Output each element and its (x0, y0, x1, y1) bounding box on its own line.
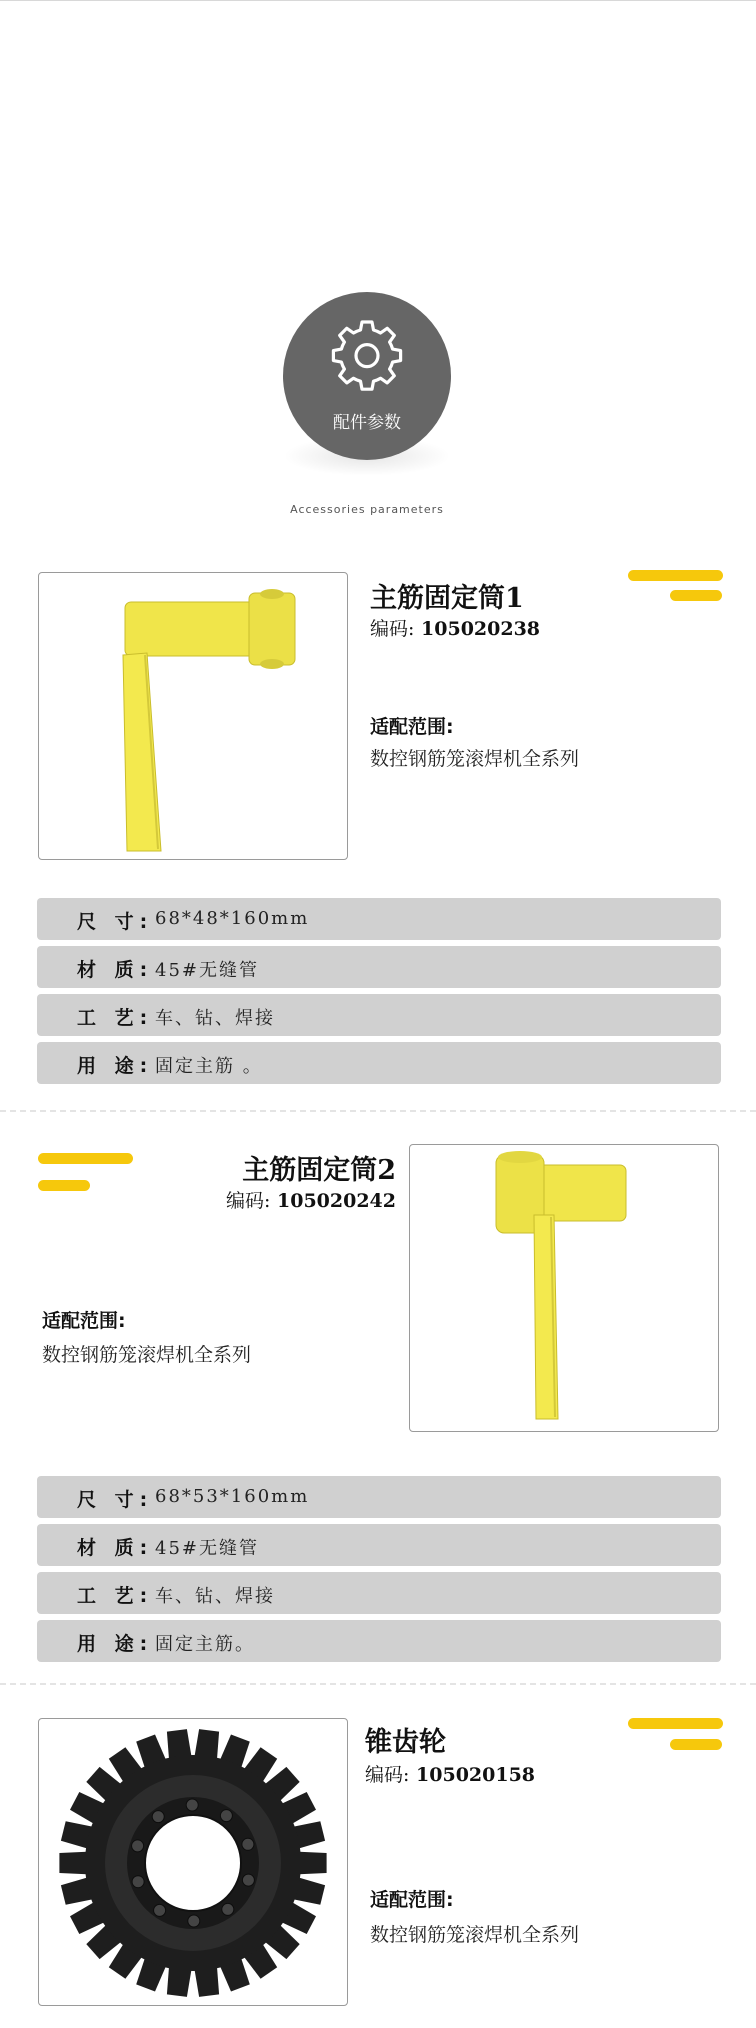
fit-range-label: 适配范围: (370, 716, 454, 738)
spec-row (37, 1572, 721, 1614)
product-code-label: 编码: (365, 1764, 410, 1786)
section-subtitle: Accessories parameters (290, 503, 444, 516)
spec-row (37, 1042, 721, 1084)
fit-range-label: 适配范围: (370, 1889, 454, 1911)
spec-row (37, 1476, 721, 1518)
accent-bar (628, 1718, 723, 1729)
fit-range-value: 数控钢筋笼滚焊机全系列 (42, 1344, 252, 1366)
product-code (370, 614, 540, 641)
gear-bolt (152, 1811, 164, 1823)
bevel-gear-image (39, 1719, 347, 2005)
gear-bolt (132, 1840, 144, 1852)
spec-key: 用 途: (77, 1055, 154, 1077)
spec-key: 工 艺: (77, 1585, 154, 1607)
fit-range-value: 数控钢筋笼滚焊机全系列 (370, 748, 580, 770)
spec-key: 材 质: (77, 1537, 154, 1559)
spec-row (37, 898, 721, 940)
spec-value: 车、钻、焊接 (155, 1586, 275, 1607)
product-title: 主筋固定筒2 (242, 1155, 396, 1186)
gear-bolt (186, 1799, 198, 1811)
fit-range-label: 适配范围: (42, 1310, 126, 1332)
section-divider (0, 1110, 756, 1112)
gear-bolt (220, 1810, 232, 1822)
product-code (365, 1760, 535, 1787)
product-code-label: 编码: (370, 618, 415, 640)
spec-value: 固定主筋 。 (155, 1056, 263, 1077)
spec-key: 用 途: (77, 1633, 154, 1655)
gear-bolt (222, 1903, 234, 1915)
spec-row (37, 994, 721, 1036)
spec-key: 尺 寸: (77, 1489, 154, 1511)
product-code (226, 1186, 396, 1213)
accent-bar (670, 1739, 722, 1750)
product-title: 锥齿轮 (365, 1727, 446, 1758)
badge-label: 配件参数 (333, 413, 401, 433)
product-title: 主筋固定筒1 (370, 583, 524, 614)
gear-bolt (188, 1915, 200, 1927)
spec-value: 68*48*160mm (155, 908, 310, 929)
product-image-3 (38, 1718, 348, 2006)
spec-value: 45#无缝管 (155, 960, 259, 981)
product-code-label: 编码: (225, 1190, 271, 1212)
spec-value: 45#无缝管 (155, 1538, 259, 1559)
spec-value: 车、钻、焊接 (155, 1008, 275, 1029)
spec-value: 固定主筋。 (155, 1634, 255, 1655)
product-code-value: 105020158 (416, 1764, 536, 1786)
spec-row (37, 1620, 721, 1662)
gear-bolt (154, 1904, 166, 1916)
gear-bolt (132, 1876, 144, 1888)
spec-key: 尺 寸: (77, 911, 154, 933)
accent-bar (38, 1180, 90, 1191)
product-image-1 (38, 572, 348, 860)
section-divider (0, 1683, 756, 1685)
spec-row (37, 1524, 721, 1566)
gear-bolt (242, 1874, 254, 1886)
accent-bar (628, 570, 723, 581)
accent-bar (670, 590, 722, 601)
spec-value: 68*53*160mm (155, 1486, 310, 1507)
gear-icon (327, 316, 407, 396)
gear-bolt (242, 1838, 254, 1850)
fit-range-value: 数控钢筋笼滚焊机全系列 (370, 1924, 580, 1946)
top-divider (0, 0, 756, 1)
product-image-2 (409, 1144, 719, 1432)
spec-row (37, 946, 721, 988)
spec-key: 材 质: (77, 959, 154, 981)
fixing-tube-image (410, 1145, 718, 1431)
product-code-value: 105020238 (421, 618, 541, 640)
product-code-value: 105020242 (277, 1190, 396, 1212)
spec-key: 工 艺: (77, 1007, 154, 1029)
accent-bar (38, 1153, 133, 1164)
fixing-tube-image (39, 573, 347, 859)
